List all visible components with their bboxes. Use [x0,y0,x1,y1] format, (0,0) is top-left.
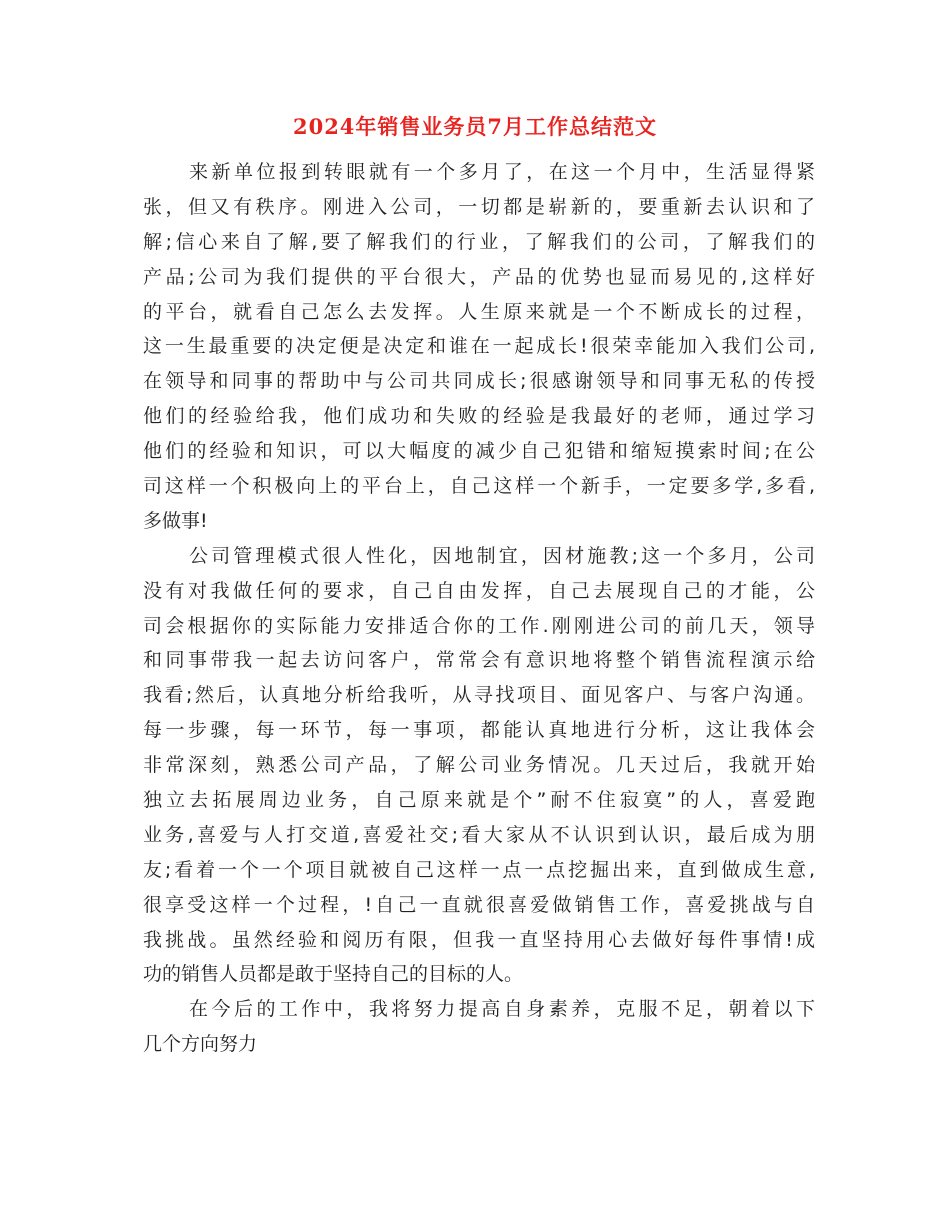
paragraph-line: 业务,喜爱与人打交道,喜爱社交;看大家从不认识到认识，最后成为朋 [143,823,815,846]
paragraph-line: 我看;然后，认真地分析给我听，从寻找项目、面见客户、与客户沟通。 [143,684,815,707]
paragraph-line: 在今后的工作中，我将努力提高自身素养，克服不足，朝着以下 [189,998,815,1021]
paragraph-line: 他们的经验和知识，可以大幅度的减少自己犯错和缩短摸索时间;在公 [143,440,815,463]
paragraph-line: 这一生最重要的决定便是决定和谁在一起成长!很荣幸能加入我们公司, [143,335,815,358]
paragraph-line: 他们的经验给我，他们成功和失败的经验是我最好的老师，通过学习 [143,405,815,428]
paragraph-line: 来新单位报到转眼就有一个多月了，在这一个月中，生活显得紧 [189,161,815,183]
paragraph-line: 多做事! [143,509,208,532]
paragraph-line: 友;看着一个一个项目就被自己这样一点一点挖掘出来，直到做成生意, [143,858,815,881]
paragraph-line: 每一步骤，每一环节，每一事项，都能认真地进行分析，这让我体会 [143,719,815,742]
paragraph-line: 独立去拓展周边业务，自己原来就是个”耐不住寂寞”的人，喜爱跑 [143,789,815,812]
paragraph-3 [143,992,815,1062]
document-title: 2024年销售业务员7月工作总结范文 [292,114,658,139]
paragraph-line: 司这样一个积极向上的平台上，自己这样一个新手，一定要多学,多看, [143,475,815,498]
paragraph-line: 解;信心来自了解,要了解我们的行业，了解我们的公司，了解我们的 [143,230,815,253]
paragraph-line: 没有对我做任何的要求，自己自由发挥，自己去展现自己的才能，公 [143,579,815,602]
paragraph-line: 我挑战。虽然经验和阅历有限，但我一直坚持用心去做好每件事情!成 [143,928,815,951]
paragraph-line: 功的销售人员都是敢于坚持自己的目标的人。 [143,963,524,986]
paragraph-line: 几个方向努力 [143,1033,258,1056]
paragraph-line: 在领导和同事的帮助中与公司共同成长;很感谢领导和同事无私的传授 [143,370,815,393]
paragraph-line: 很享受这样一个过程，!自己一直就很喜爱做销售工作，喜爱挑战与自 [143,893,815,916]
document-body [143,155,815,1062]
paragraph-2 [143,539,815,993]
paragraph-line: 司会根据你的实际能力安排适合你的工作.刚刚进公司的前几天，领导 [143,614,815,637]
paragraph-line: 的平台，就看自己怎么去发挥。人生原来就是一个不断成长的过程， [143,300,815,323]
paragraph-line: 非常深刻，熟悉公司产品，了解公司业务情况。几天过后，我就开始 [143,754,815,777]
paragraph-line: 产品;公司为我们提供的平台很大，产品的优势也显而易见的,这样好 [143,265,815,288]
paragraph-line: 张，但又有秩序。刚进入公司，一切都是崭新的，要重新去认识和了 [143,195,815,218]
paragraph-1 [143,155,815,539]
paragraph-line: 和同事带我一起去访问客户，常常会有意识地将整个销售流程演示给 [143,649,815,672]
paragraph-line: 公司管理模式很人性化，因地制宜，因材施教;这一个多月，公司 [189,544,815,567]
